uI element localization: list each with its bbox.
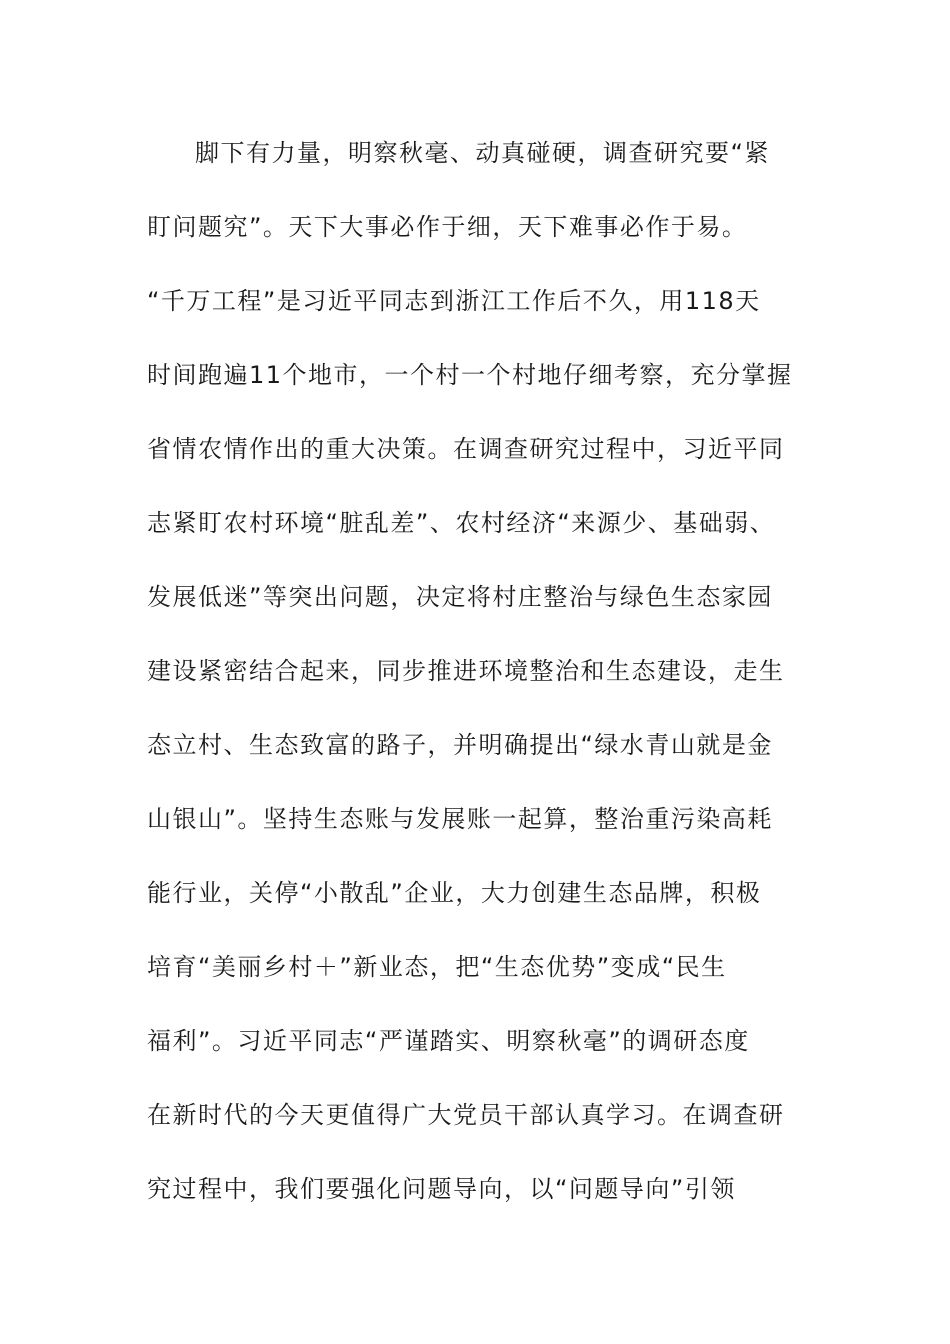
text-line: 山银山”。坚持生态账与发展账一起算，整治重污染高耗 xyxy=(147,805,773,833)
text-line: 志紧盯农村环境“脏乱差”、农村经济“来源少、基础弱、 xyxy=(147,509,776,537)
body-paragraph xyxy=(147,129,807,1239)
text-line: 发展低迷”等突出问题，决定将村庄整治与绿色生态家园 xyxy=(147,583,773,611)
text-line: 建设紧密结合起来，同步推进环境整治和生态建设，走生 xyxy=(147,657,785,685)
text-line: 福利”。习近平同志“严谨踏实、明察秋毫”的调研态度 xyxy=(147,1027,750,1055)
text-line: “千万工程”是习近平同志到浙江工作后不久，用118天 xyxy=(147,287,761,315)
text-line: 在新时代的今天更值得广大党员干部认真学习。在调查研 xyxy=(147,1101,785,1129)
text-line: 究过程中，我们要强化问题导向，以“问题导向”引领 xyxy=(147,1175,736,1203)
text-line: 脚下有力量，明察秋毫、动真碰硬，调查研究要“紧 xyxy=(195,139,770,167)
text-line: 态立村、生态致富的路子，并明确提出“绿水青山就是金 xyxy=(147,731,773,759)
text-line: 培育“美丽乡村＋”新业态，把“生态优势”变成“民生 xyxy=(147,953,727,981)
text-line: 省情农情作出的重大决策。在调查研究过程中，习近平同 xyxy=(147,435,785,463)
text-line: 盯问题究”。天下大事必作于细，天下难事必作于易。 xyxy=(147,213,748,241)
text-line: 时间跑遍11个地市，一个村一个村地仔细考察，充分掌握 xyxy=(147,361,793,389)
text-line: 能行业，关停“小散乱”企业，大力创建生态品牌，积极 xyxy=(147,879,762,907)
